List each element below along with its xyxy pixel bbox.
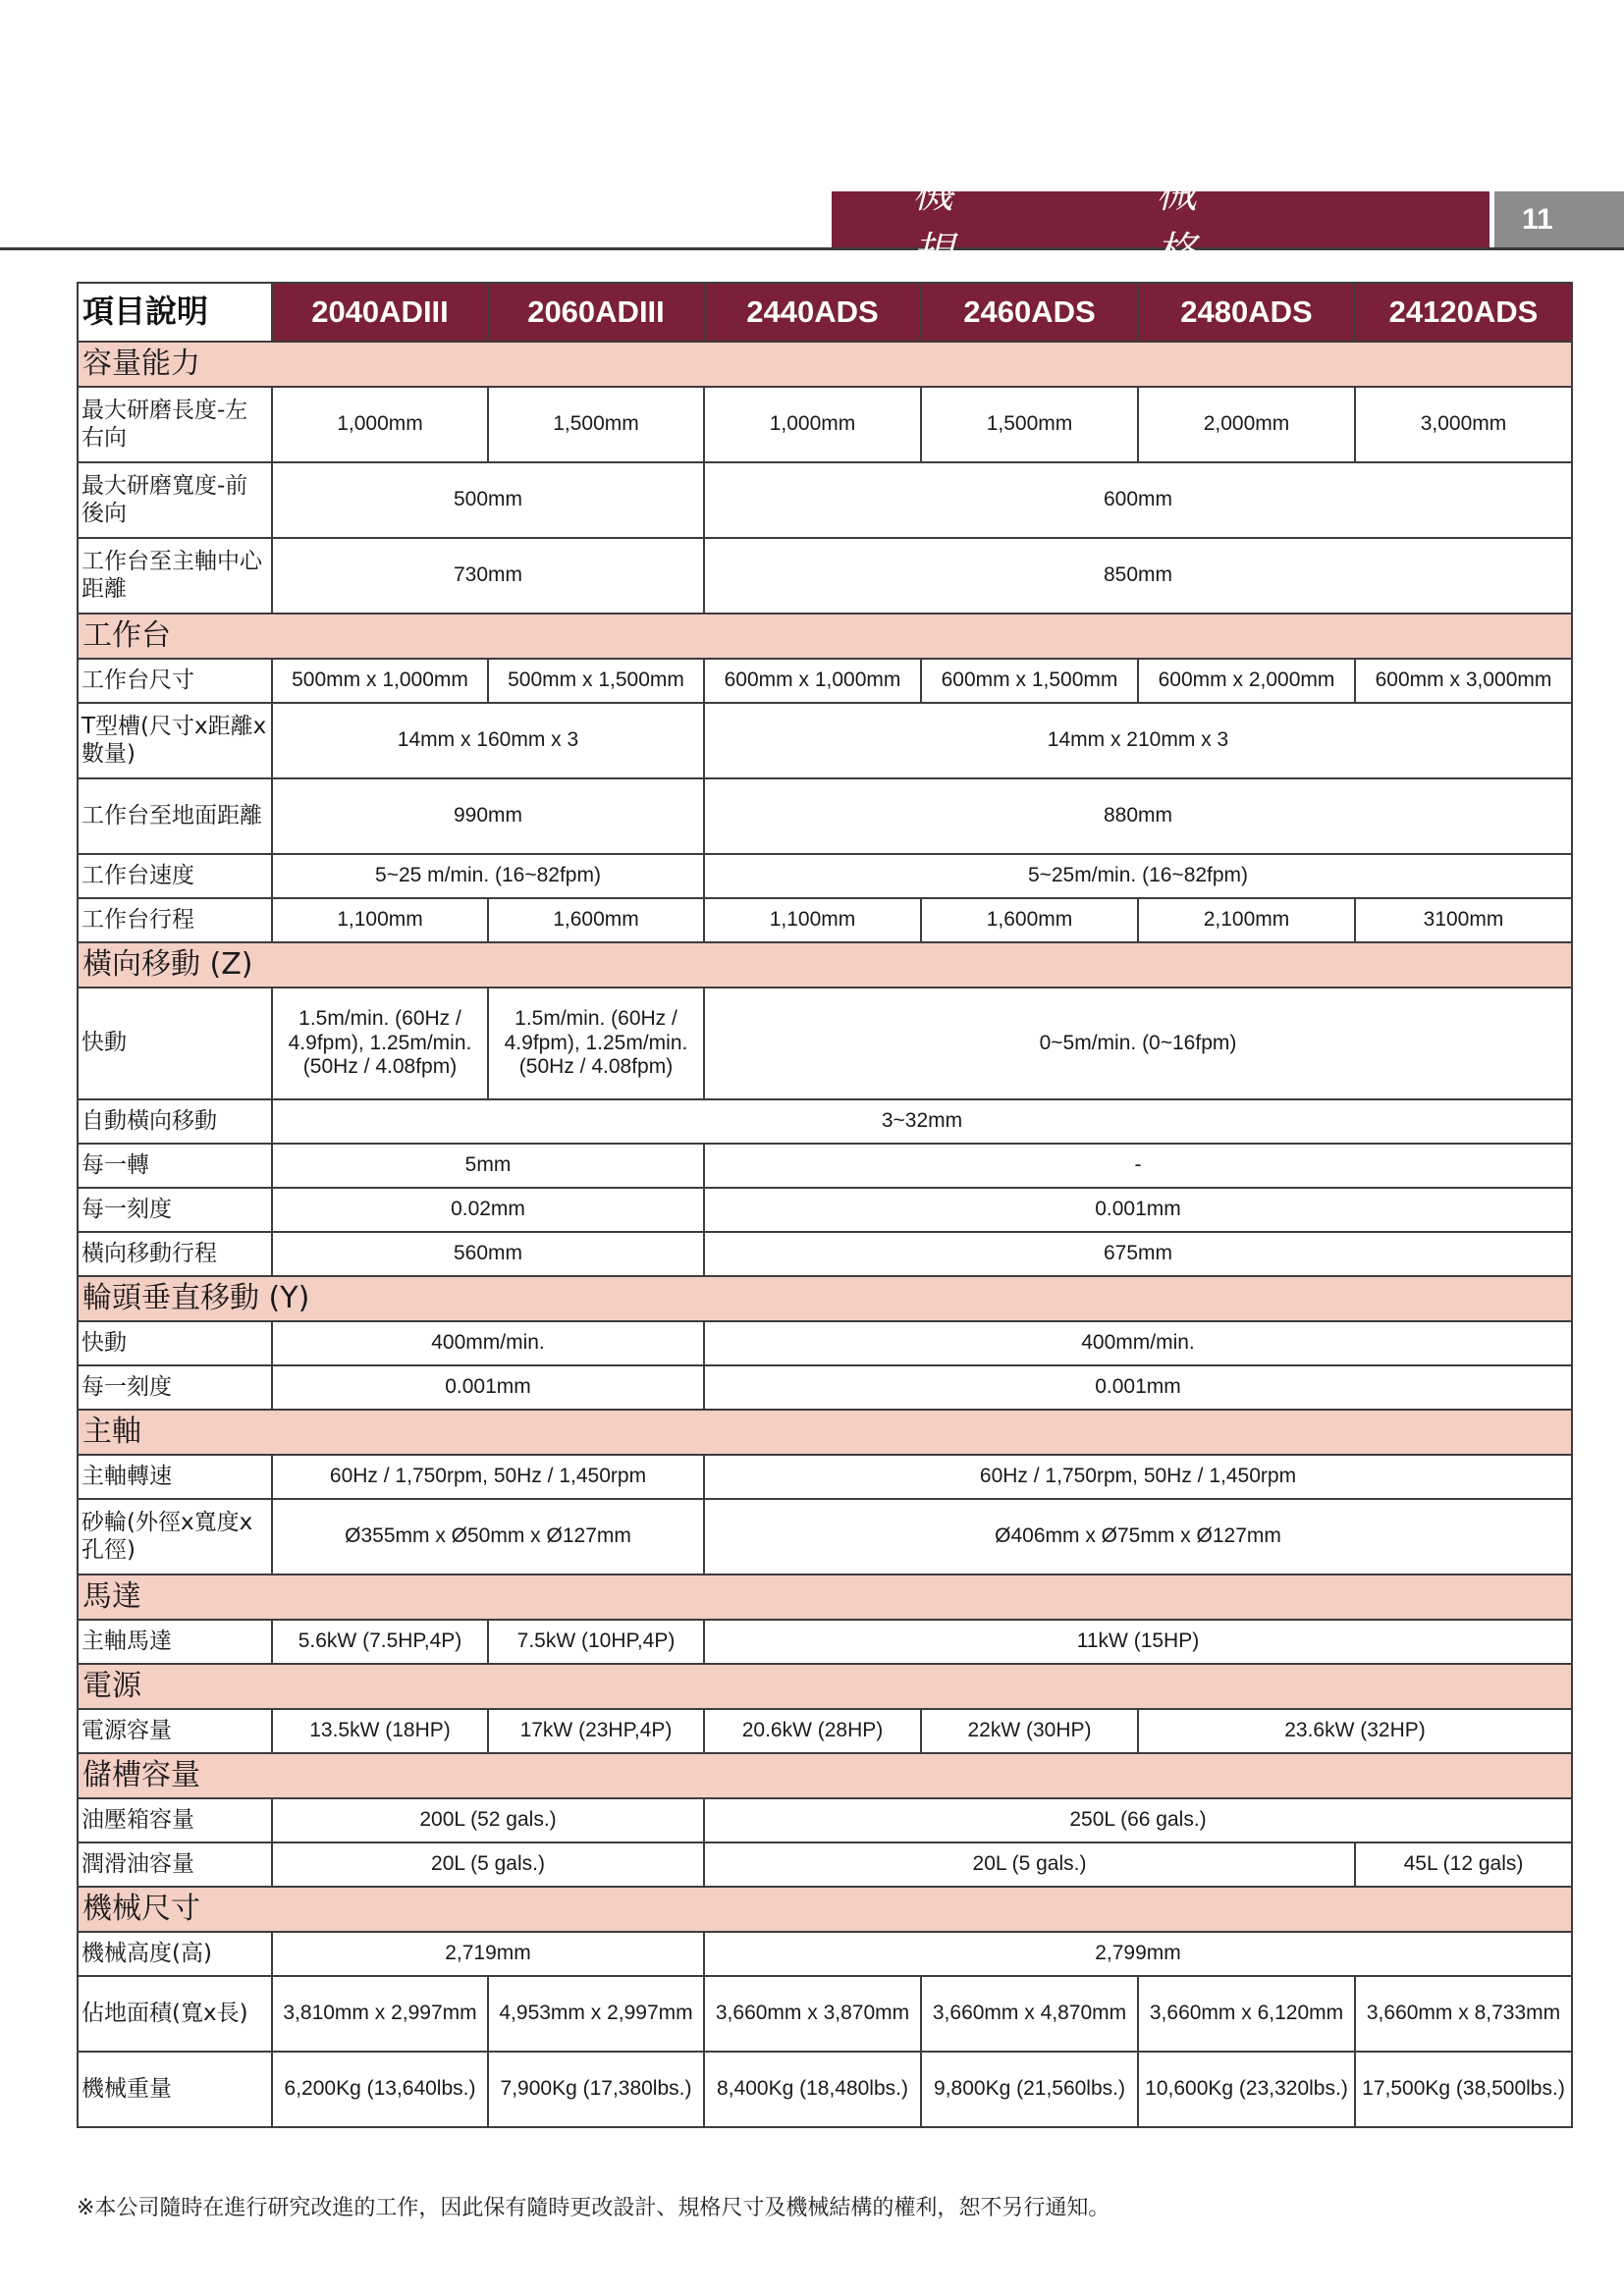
cell: 1,500mm [488, 387, 704, 462]
table-row [78, 1321, 1572, 1365]
model-header: 2480ADS [1138, 283, 1355, 342]
cell: 7.5kW (10HP,4P) [488, 1620, 704, 1664]
cell: 1,000mm [704, 387, 921, 462]
table-row [78, 1932, 1572, 1976]
table-row [78, 1620, 1572, 1664]
row-label: 機械高度(高) [78, 1932, 272, 1976]
cell: 20.6kW (28HP) [704, 1709, 921, 1753]
row-label: 自動橫向移動 [78, 1099, 272, 1144]
row-label: 工作台至主軸中心距離 [78, 538, 272, 614]
cell: 2,100mm [1138, 898, 1355, 942]
row-label: 快動 [78, 988, 272, 1099]
section-row [78, 942, 1572, 988]
section-power: 電源 [78, 1664, 1572, 1709]
table-row [78, 1188, 1572, 1232]
spec-table [77, 282, 1573, 2128]
model-header: 2440ADS [704, 283, 921, 342]
cell: 1.5m/min. (60Hz / 4.9fpm), 1.25m/min. (50Hz / 4.08fpm) [488, 988, 704, 1099]
table-row [78, 1365, 1572, 1410]
cell: 17,500Kg (38,500lbs.) [1355, 2052, 1572, 2127]
model-header: 24120ADS [1355, 283, 1572, 342]
table-row [78, 387, 1572, 462]
row-label: 機械重量 [78, 2052, 272, 2127]
table-row [78, 1099, 1572, 1144]
section-row [78, 1410, 1572, 1455]
cell: 5~25 m/min. (16~82fpm) [272, 854, 704, 898]
section-row [78, 614, 1572, 659]
page-number-tab [1494, 191, 1624, 247]
cell: 3,660mm x 3,870mm [704, 1976, 921, 2052]
cell: 6,200Kg (13,640lbs.) [272, 2052, 488, 2127]
table-header-row [78, 283, 1572, 342]
cell: 4,953mm x 2,997mm [488, 1976, 704, 2052]
cell: 17kW (23HP,4P) [488, 1709, 704, 1753]
table-row [78, 988, 1572, 1099]
model-header: 2040ADIII [272, 283, 488, 342]
row-label: 快動 [78, 1321, 272, 1365]
cell: 2,719mm [272, 1932, 704, 1976]
page-number: 11 [1522, 202, 1553, 236]
table-row [78, 1232, 1572, 1276]
cell: 13.5kW (18HP) [272, 1709, 488, 1753]
cell: 1,600mm [488, 898, 704, 942]
cell: 500mm x 1,500mm [488, 659, 704, 703]
cell: 3,660mm x 8,733mm [1355, 1976, 1572, 2052]
cell: 3100mm [1355, 898, 1572, 942]
cell: 560mm [272, 1232, 704, 1276]
table-row [78, 1144, 1572, 1188]
cell: 600mm x 3,000mm [1355, 659, 1572, 703]
cell: 22kW (30HP) [921, 1709, 1138, 1753]
section-row [78, 1753, 1572, 1798]
cell: 500mm x 1,000mm [272, 659, 488, 703]
row-label: 工作台尺寸 [78, 659, 272, 703]
cell: 400mm/min. [704, 1321, 1572, 1365]
cell: 1,600mm [921, 898, 1138, 942]
cell: 60Hz / 1,750rpm, 50Hz / 1,450rpm [704, 1455, 1572, 1499]
cell: 14mm x 210mm x 3 [704, 703, 1572, 778]
cell: 250L (66 gals.) [704, 1798, 1572, 1842]
cell: 20L (5 gals.) [704, 1842, 1355, 1887]
cell: 0.001mm [272, 1365, 704, 1410]
table-row [78, 1499, 1572, 1575]
section-cross-feed: 橫向移動 (Z) [78, 942, 1572, 988]
cell: 10,600Kg (23,320lbs.) [1138, 2052, 1355, 2127]
row-label: T型槽(尺寸x距離x數量) [78, 703, 272, 778]
cell: 0~5m/min. (0~16fpm) [704, 988, 1572, 1099]
row-label: 最大研磨長度-左右向 [78, 387, 272, 462]
model-header: 2060ADIII [488, 283, 704, 342]
section-row [78, 1276, 1572, 1321]
row-label: 佔地面積(寬x長) [78, 1976, 272, 2052]
table-row [78, 898, 1572, 942]
cell: 0.001mm [704, 1188, 1572, 1232]
cell: 880mm [704, 778, 1572, 854]
section-motor: 馬達 [78, 1575, 1572, 1620]
cell: 3,000mm [1355, 387, 1572, 462]
cell: 675mm [704, 1232, 1572, 1276]
row-label: 橫向移動行程 [78, 1232, 272, 1276]
cell: 5.6kW (7.5HP,4P) [272, 1620, 488, 1664]
cell: 600mm x 1,500mm [921, 659, 1138, 703]
cell: 1,500mm [921, 387, 1138, 462]
cell: Ø406mm x Ø75mm x Ø127mm [704, 1499, 1572, 1575]
cell: 3,660mm x 6,120mm [1138, 1976, 1355, 2052]
page-title: 機 械 規 格 [912, 168, 1400, 276]
table-row [78, 1842, 1572, 1887]
cell: 20L (5 gals.) [272, 1842, 704, 1887]
section-vertical-feed: 輪頭垂直移動 (Y) [78, 1276, 1572, 1321]
table-row [78, 1455, 1572, 1499]
cell: 60Hz / 1,750rpm, 50Hz / 1,450rpm [272, 1455, 704, 1499]
section-dimension: 機械尺寸 [78, 1887, 1572, 1932]
cell: 730mm [272, 538, 704, 614]
row-label: 工作台至地面距離 [78, 778, 272, 854]
cell: 0.001mm [704, 1365, 1572, 1410]
cell: 1,100mm [272, 898, 488, 942]
cell: 200L (52 gals.) [272, 1798, 704, 1842]
cell: 400mm/min. [272, 1321, 704, 1365]
row-label: 電源容量 [78, 1709, 272, 1753]
cell: 1,000mm [272, 387, 488, 462]
table-row [78, 1798, 1572, 1842]
cell: 1,100mm [704, 898, 921, 942]
cell: 7,900Kg (17,380lbs.) [488, 2052, 704, 2127]
cell: 2,000mm [1138, 387, 1355, 462]
table-row [78, 1976, 1572, 2052]
table-row [78, 854, 1572, 898]
cell: 14mm x 160mm x 3 [272, 703, 704, 778]
row-label: 油壓箱容量 [78, 1798, 272, 1842]
cell: 11kW (15HP) [704, 1620, 1572, 1664]
row-label: 潤滑油容量 [78, 1842, 272, 1887]
cell: 2,799mm [704, 1932, 1572, 1976]
table-row [78, 462, 1572, 538]
section-spindle: 主軸 [78, 1410, 1572, 1455]
cell: 600mm x 2,000mm [1138, 659, 1355, 703]
row-label: 工作台速度 [78, 854, 272, 898]
row-label: 每一刻度 [78, 1188, 272, 1232]
cell: Ø355mm x Ø50mm x Ø127mm [272, 1499, 704, 1575]
table-row [78, 538, 1572, 614]
row-label: 最大研磨寬度-前後向 [78, 462, 272, 538]
section-row [78, 1575, 1572, 1620]
section-capacity: 容量能力 [78, 342, 1572, 387]
table-row [78, 703, 1572, 778]
cell: 3~32mm [272, 1099, 1572, 1144]
table-row [78, 778, 1572, 854]
cell: 8,400Kg (18,480lbs.) [704, 2052, 921, 2127]
cell: 3,810mm x 2,997mm [272, 1976, 488, 2052]
cell: 500mm [272, 462, 704, 538]
table-row [78, 2052, 1572, 2127]
section-row [78, 1887, 1572, 1932]
row-label: 主軸轉速 [78, 1455, 272, 1499]
cell: 990mm [272, 778, 704, 854]
row-label: 砂輪(外徑x寬度x孔徑) [78, 1499, 272, 1575]
cell: 5mm [272, 1144, 704, 1188]
cell: - [704, 1144, 1572, 1188]
cell: 0.02mm [272, 1188, 704, 1232]
cell: 23.6kW (32HP) [1138, 1709, 1572, 1753]
row-label: 每一刻度 [78, 1365, 272, 1410]
cell: 600mm [704, 462, 1572, 538]
section-table: 工作台 [78, 614, 1572, 659]
row-label: 工作台行程 [78, 898, 272, 942]
header-title-bar [832, 168, 1489, 276]
row-label: 主軸馬達 [78, 1620, 272, 1664]
table-row [78, 659, 1572, 703]
section-row [78, 1664, 1572, 1709]
cell: 1.5m/min. (60Hz / 4.9fpm), 1.25m/min. (50Hz / 4.08fpm) [272, 988, 488, 1099]
section-tank: 儲槽容量 [78, 1753, 1572, 1798]
section-row [78, 342, 1572, 387]
table-row [78, 1709, 1572, 1753]
footnote: ※本公司隨時在進行研究改進的工作，因此保有隨時更改設計、規格尺寸及機械結構的權利，恕不另行通知。 [77, 2196, 1110, 2220]
model-header: 2460ADS [921, 283, 1138, 342]
item-description-header: 項目說明 [78, 283, 272, 342]
cell: 600mm x 1,000mm [704, 659, 921, 703]
cell: 3,660mm x 4,870mm [921, 1976, 1138, 2052]
row-label: 每一轉 [78, 1144, 272, 1188]
cell: 850mm [704, 538, 1572, 614]
cell: 45L (12 gals) [1355, 1842, 1572, 1887]
cell: 5~25m/min. (16~82fpm) [704, 854, 1572, 898]
cell: 9,800Kg (21,560lbs.) [921, 2052, 1138, 2127]
